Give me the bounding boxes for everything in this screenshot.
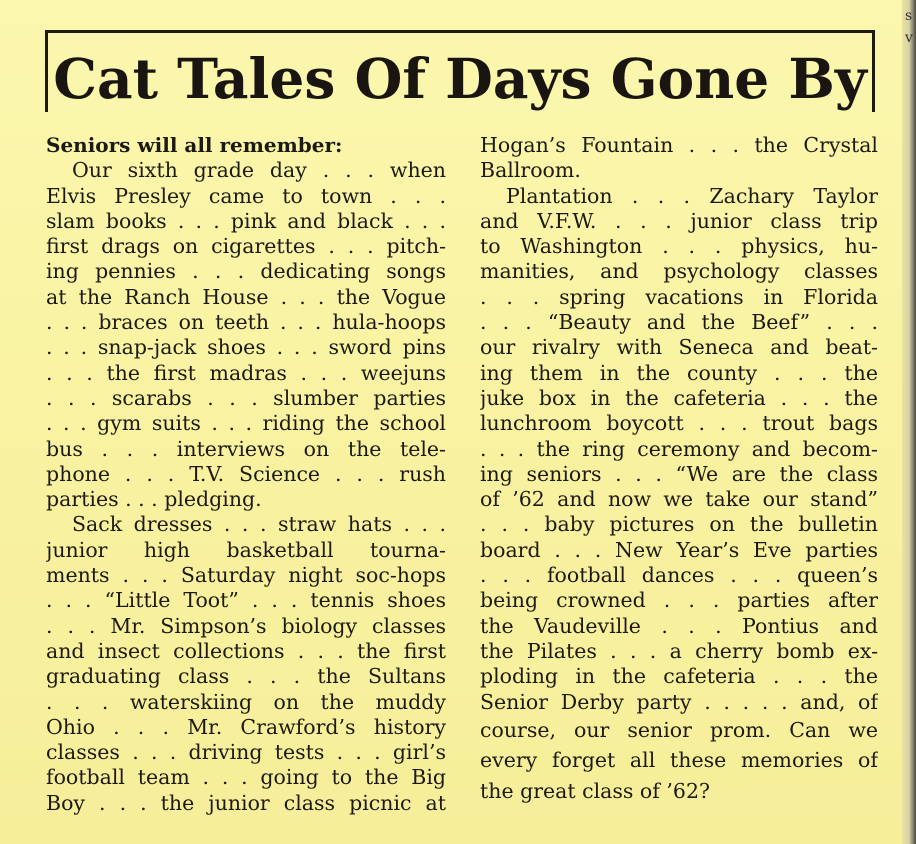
text-line: ments . . . Saturday night soc-hops <box>46 563 446 588</box>
text-line: . . . gym suits . . . riding the school <box>46 411 446 436</box>
edge-fragment: s <box>905 8 913 24</box>
text-line: . . . waterskiing on the muddy <box>46 689 446 714</box>
text-line: parties . . . pledging. <box>46 487 262 512</box>
text-line: junior high basketball tourna- <box>46 537 446 562</box>
article-column-left <box>46 133 446 816</box>
text-line: the great class of ’62? <box>480 778 710 803</box>
article-column-right <box>480 133 878 806</box>
text-line: . . . the ring ceremony and becom- <box>480 436 878 461</box>
text-line: Senior Derby party . . . . . and, of <box>480 689 878 714</box>
headline: Cat Tales Of Days Gone By <box>53 46 867 111</box>
text-line: of ’62 and now we take our stand” <box>480 487 878 512</box>
text-line: . . . baby pictures on the bulletin <box>480 512 878 537</box>
text-line: slam books . . . pink and black . . . <box>46 208 446 233</box>
text-line: classes . . . driving tests . . . girl’s <box>46 740 446 765</box>
text-line: being crowned . . . parties after <box>480 588 878 613</box>
text-line: . . . “Beauty and the Beef” . . . <box>480 310 878 335</box>
text-line: ploding in the cafeteria . . . the <box>480 664 878 689</box>
text-line: football team . . . going to the Big <box>46 765 446 790</box>
text-line: ing them in the county . . . the <box>480 360 878 385</box>
text-line: lunchroom boycott . . . trout bags <box>480 411 878 436</box>
text-line: course, our senior prom. Can we <box>480 717 878 742</box>
edge-fragment: v <box>905 30 913 46</box>
text-line: board . . . New Year’s Eve parties <box>480 537 878 562</box>
text-line: Boy . . . the junior class picnic at <box>46 790 446 815</box>
text-line: at the Ranch House . . . the Vogue <box>46 284 446 309</box>
text-line: graduating class . . . the Sultans <box>46 664 446 689</box>
text-line: . . . the first madras . . . weejuns <box>46 360 446 385</box>
text-line: Our sixth grade day . . . when <box>72 158 446 183</box>
text-line: . . . “Little Toot” . . . tennis shoes <box>46 588 446 613</box>
text-line: the Pilates . . . a cherry bomb ex- <box>480 638 878 663</box>
text-line: . . . braces on teeth . . . hula-hoops <box>46 310 446 335</box>
text-line: first drags on cigarettes . . . pitch- <box>46 234 446 259</box>
text-line: Elvis Presley came to town . . . <box>46 183 446 208</box>
text-line: the Vaudeville . . . Pontius and <box>480 613 878 638</box>
text-line: . . . football dances . . . queen’s <box>480 563 878 588</box>
text-line: and insect collections . . . the first <box>46 638 446 663</box>
text-line: Ballroom. <box>480 158 581 183</box>
text-line: to Washington . . . physics, hu- <box>480 234 878 259</box>
text-line: bus . . . interviews on the tele- <box>46 436 446 461</box>
text-line: manities, and psychology classes <box>480 259 878 284</box>
text-line: our rivalry with Seneca and beat- <box>480 335 878 360</box>
text-line: phone . . . T.V. Science . . . rush <box>46 461 446 486</box>
text-line: ing seniors . . . “We are the class <box>480 461 878 486</box>
text-line: Ohio . . . Mr. Crawford’s history <box>46 714 446 739</box>
text-line: Hogan’s Fountain . . . the Crystal <box>480 133 878 157</box>
adjacent-page-edge <box>902 0 916 844</box>
text-line: every forget all these memories of <box>480 748 878 773</box>
text-line: . . . snap-jack shoes . . . sword pins <box>46 335 446 360</box>
text-line: . . . scarabs . . . slumber parties <box>46 385 446 410</box>
kicker: Seniors will all remember: <box>46 133 343 157</box>
text-line: juke box in the cafeteria . . . the <box>480 385 878 410</box>
text-line: Sack dresses . . . straw hats . . . <box>72 512 446 537</box>
text-line: . . . spring vacations in Florida <box>480 284 878 309</box>
text-line: and V.F.W. . . . junior class trip <box>480 208 878 233</box>
text-line: Plantation . . . Zachary Taylor <box>506 183 878 208</box>
text-line: ing pennies . . . dedicating songs <box>46 259 446 284</box>
text-line: . . . Mr. Simpson’s biology classes <box>46 613 446 638</box>
